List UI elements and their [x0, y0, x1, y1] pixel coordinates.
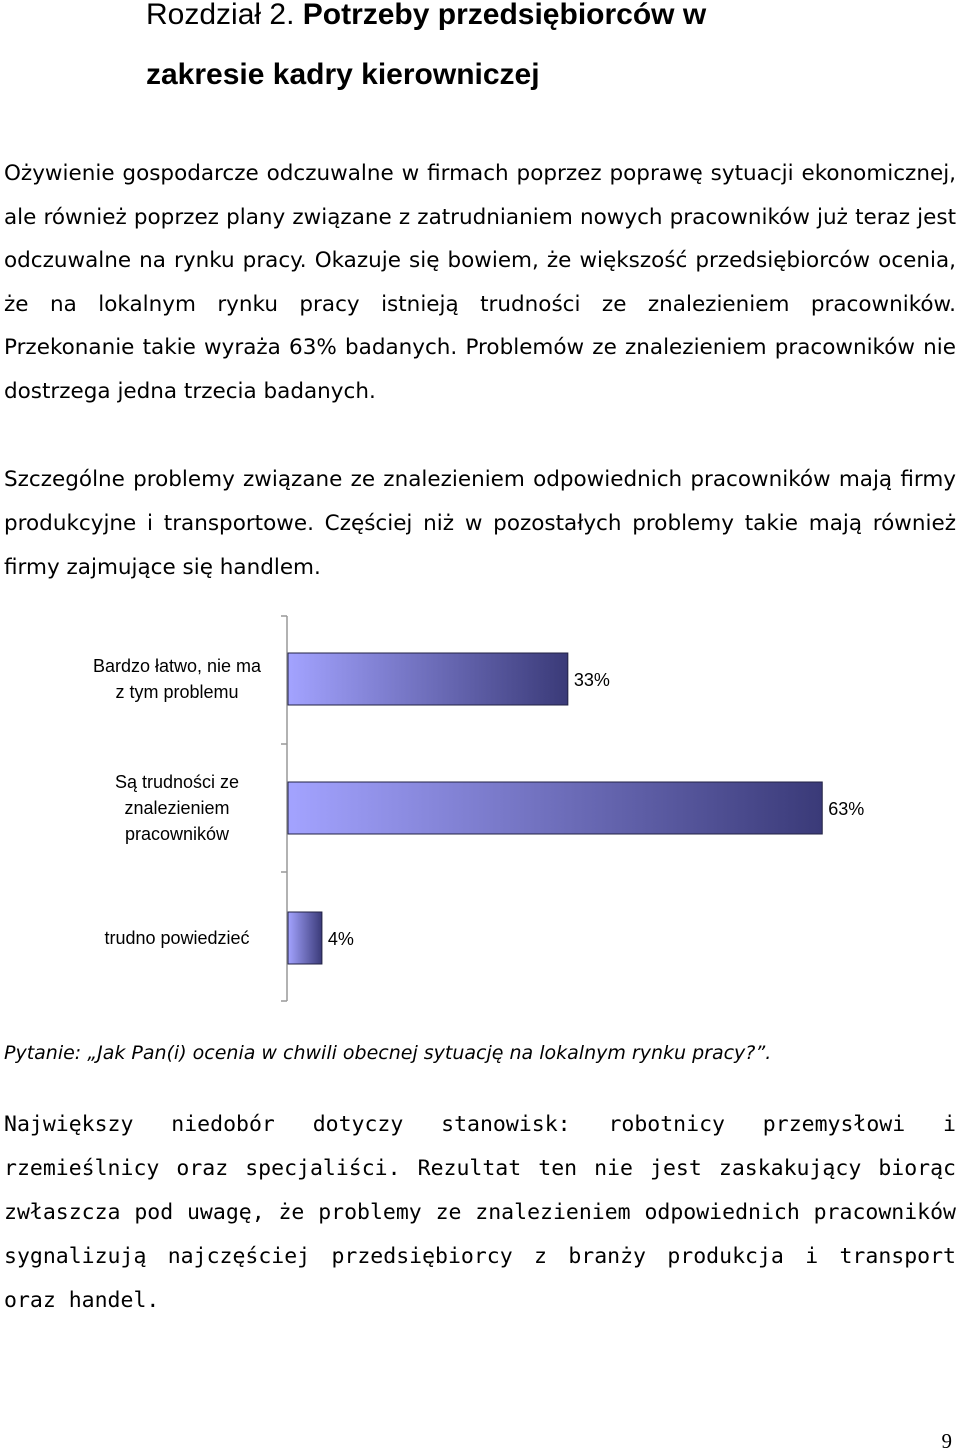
- survey-bar-chart: [0, 610, 960, 1010]
- y-axis-ticks: [281, 616, 287, 1001]
- chapter-prefix: Rozdział 2.: [146, 0, 303, 31]
- bar-value-label: 4%: [327, 929, 354, 949]
- bar-value-label: 63%: [828, 799, 865, 819]
- chapter-title-line-1: [146, 0, 706, 33]
- category-label: znalezieniem: [124, 798, 230, 818]
- bar: [288, 782, 822, 834]
- paragraph-3: Największy niedobór dotyczy stanowisk: robotnicy przemysłowi i rzemieślnicy oraz specjaliści. Rezultat ten nie jest zaskakujący biorąc zwłaszcza pod uwagę, że problemy ze znalezieniem odpowiednich pracowników sygnalizują najczęściej przedsiębiorcy z branży produkcja i transport oraz handel.: [4, 1112, 956, 1313]
- bar: [288, 653, 568, 705]
- bars: [288, 653, 822, 964]
- category-label: pracowników: [124, 824, 230, 844]
- category-labels: [93, 656, 262, 948]
- category-label: trudno powiedzieć: [104, 928, 250, 948]
- chapter-title-bold-1: Potrzeby przedsiębiorców w: [302, 0, 707, 31]
- chapter-title-line-2: [146, 57, 540, 93]
- page-number: 9: [941, 1429, 952, 1453]
- survey-question: Pytanie: „Jak Pan(i) ocenia w chwili obecnej sytuację na lokalnym rynku pracy?”.: [4, 1042, 772, 1064]
- paragraph-2: Szczególne problemy związane ze znalezieniem odpowiednich pracowników mają firmy produkcyjne i transportowe. Częściej niż w pozostałych problemy takie mają również firmy zajmujące się handlem.: [4, 467, 956, 580]
- paragraph-1: Ożywienie gospodarcze odczuwalne w firmach poprzez poprawę sytuacji ekonomicznej, ale również poprzez plany związane z zatrudnianiem nowych pracowników już teraz jest odczuwalne na rynku pracy. Okazuje się bowiem, że większość przedsiębiorców ocenia, że na lokalnym rynku pracy istnieją trudności ze znalezieniem pracowników. Przekonanie takie wyraża 63% badanych. Problemów ze znalezieniem pracowników nie dostrzega jedna trzecia badanych.: [4, 161, 956, 404]
- category-label: Bardzo łatwo, nie ma: [92, 656, 262, 676]
- category-label: z tym problemu: [115, 682, 239, 702]
- bar-value-label: 33%: [573, 670, 610, 690]
- chapter-title-bold-2: zakresie kadry kierowniczej: [146, 58, 540, 91]
- bar: [288, 912, 322, 964]
- category-label: Są trudności ze: [114, 772, 240, 792]
